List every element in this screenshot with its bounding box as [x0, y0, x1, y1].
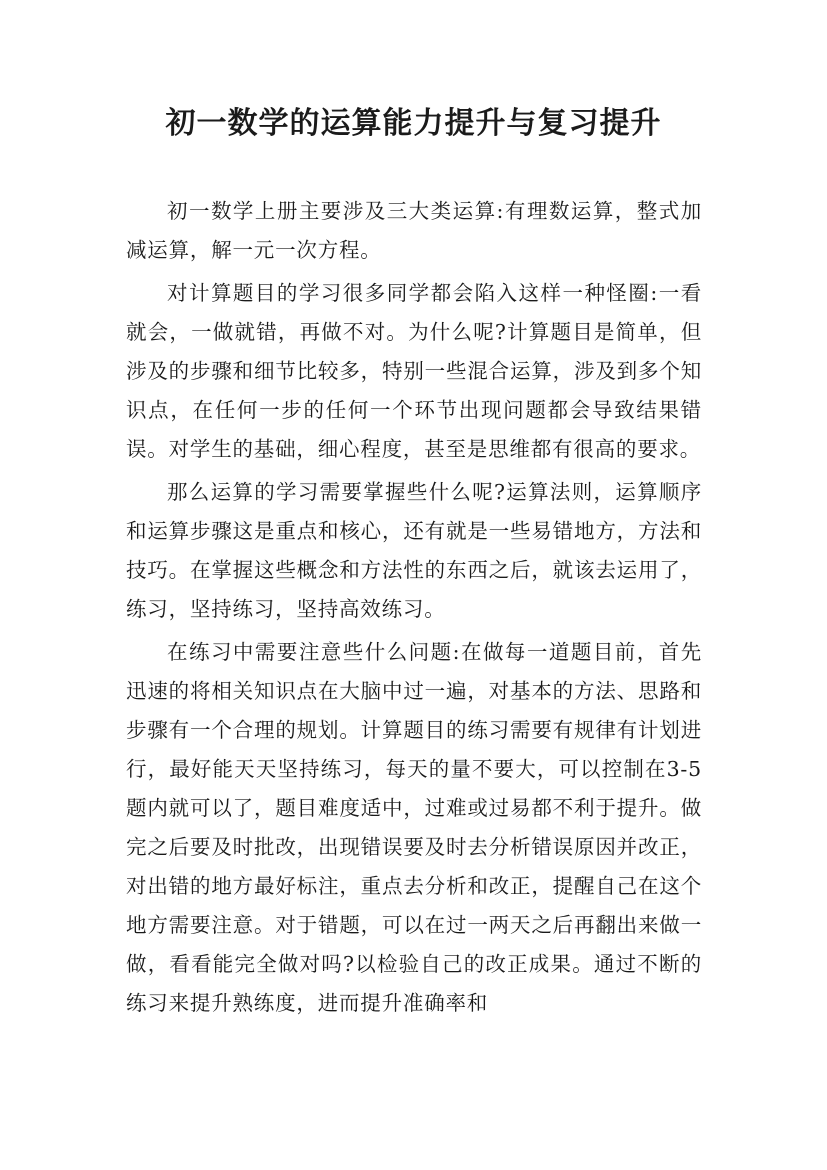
paragraph-4: 在练习中需要注意些什么问题:在做每一道题目前，首先迅速的将相关知识点在大脑中过一遍，对基本的方法、思路和步骤有一个合理的规划。计算题目的练习需要有规律有计划进行，最好能天天坚持练习，每天的量不要大，可以控制在3-5题内就可以了，题目难度适中，过难或过易都不利于提升。做完之后要及时批改，出现错误要及时去分析错误原因并改正，对出错的地方最好标注，重点去分析和改正，提醒自己在这个地方需要注意。对于错题，可以在过一两天之后再翻出来做一做，看看能完全做对吗?以检验自己的改正成果。通过不断的练习来提升熟练度，进而提升准确率和	[126, 640, 702, 1015]
paragraph-3: 那么运算的学习需要掌握些什么呢?运算法则，运算顺序和运算步骤这是重点和核心，还有就是一些易错地方，方法和技巧。在掌握这些概念和方法性的东西之后，就该去运用了，练习，坚持练习，坚持高效练习。	[126, 480, 702, 621]
document-body	[126, 192, 702, 1027]
document-title: 初一数学的运算能力提升与复习提升	[165, 106, 662, 141]
paragraph-1: 初一数学上册主要涉及三大类运算:有理数运算，整式加减运算，解一元一次方程。	[126, 199, 702, 262]
paragraph-2: 对计算题目的学习很多同学都会陷入这样一种怪圈:一看就会，一做就错，再做不对。为什么呢?计算题目是简单，但涉及的步骤和细节比较多，特别一些混合运算，涉及到多个知识点，在任何一步的任何一个环节出现问题都会导致结果错误。对学生的基础，细心程度，甚至是思维都有很高的要求。	[126, 281, 702, 461]
